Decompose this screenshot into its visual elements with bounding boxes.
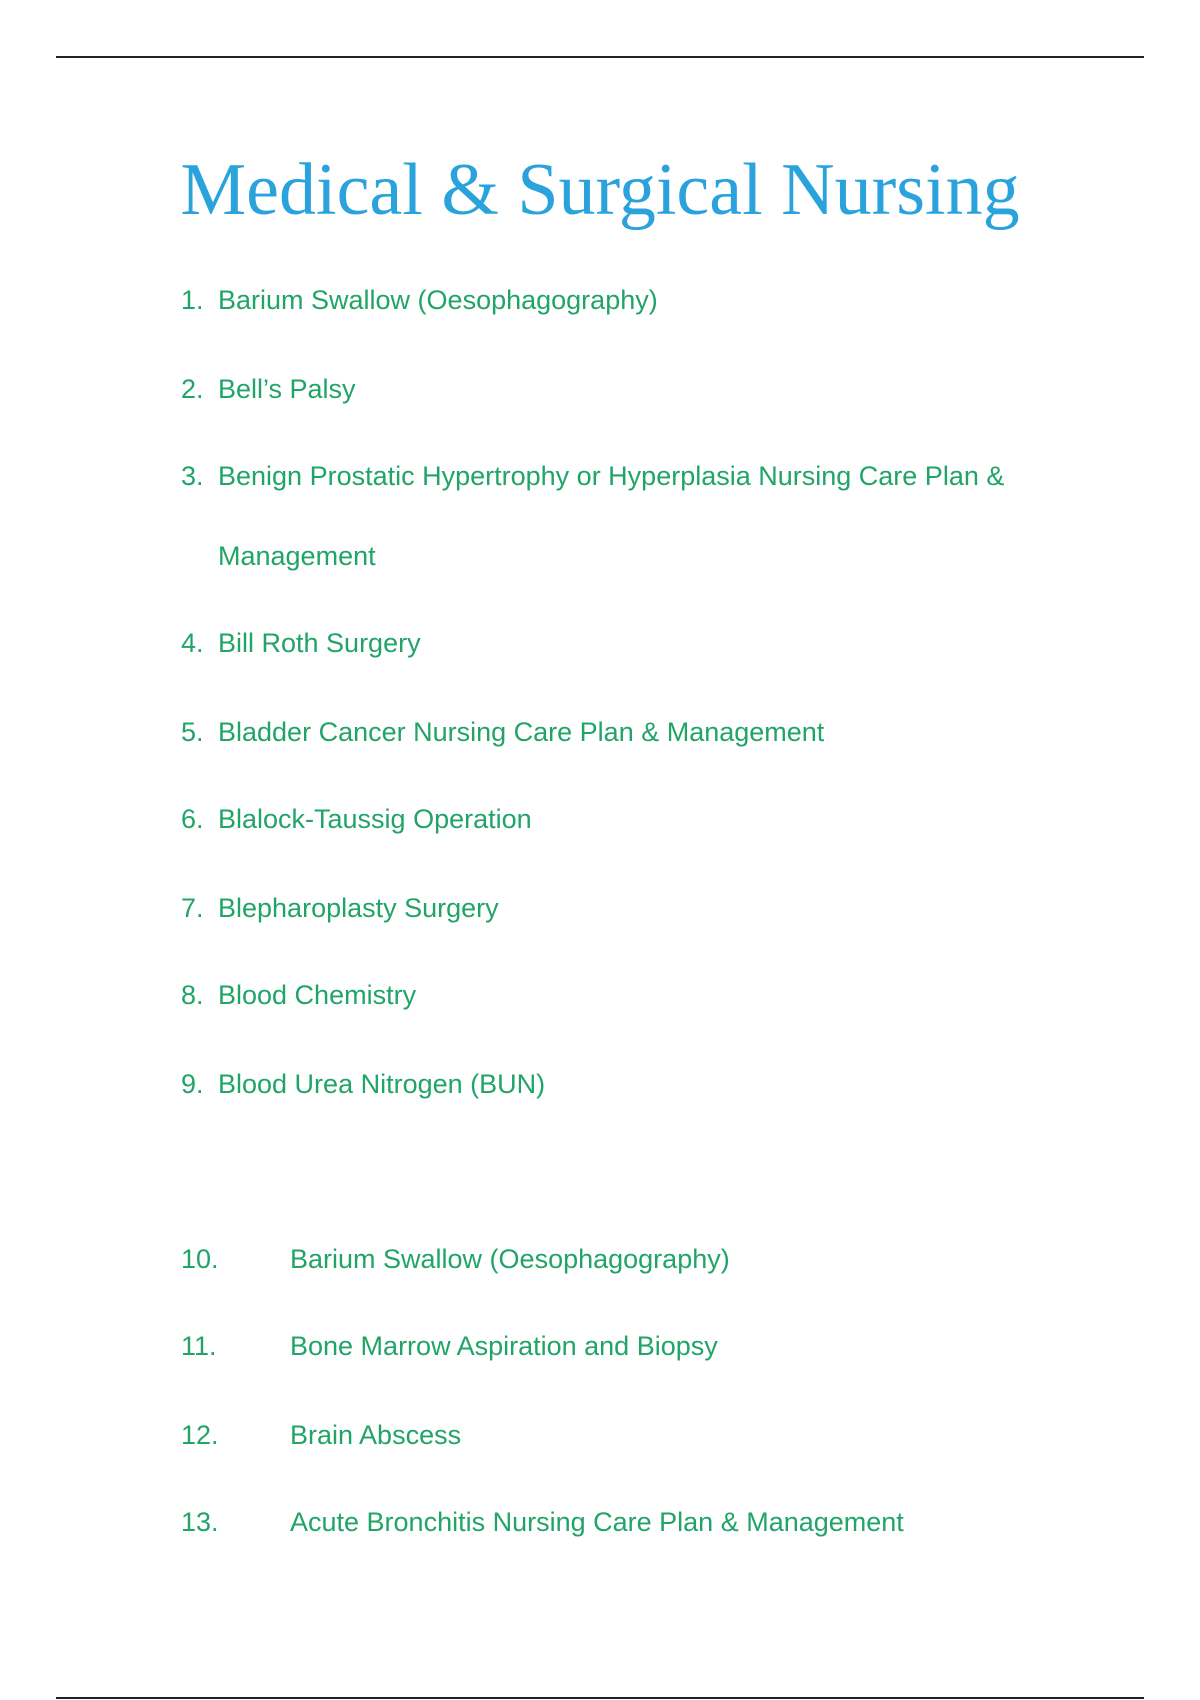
- item-number: 13.: [181, 1507, 219, 1537]
- item-text: Brain Abscess: [290, 1420, 462, 1450]
- item-text: Barium Swallow (Oesophagography): [218, 285, 658, 315]
- item-text: Acute Bronchitis Nursing Care Plan & Management: [290, 1507, 904, 1537]
- item-number: 1.: [181, 285, 204, 315]
- item-text: Barium Swallow (Oesophagography): [290, 1244, 730, 1274]
- item-text: Blepharoplasty Surgery: [218, 893, 499, 923]
- item-number: 7.: [181, 893, 204, 923]
- item-number: 12.: [181, 1420, 219, 1450]
- item-number: 10.: [181, 1244, 219, 1274]
- item-text-continuation: Management: [218, 541, 376, 571]
- bottom-rule: [56, 1697, 1144, 1699]
- document-title: Medical & Surgical Nursing: [180, 149, 1020, 231]
- item-number: 2.: [181, 374, 204, 404]
- item-number: 6.: [181, 804, 204, 834]
- item-number: 4.: [181, 628, 204, 658]
- item-text: Bell’s Palsy: [218, 374, 356, 404]
- item-text: Bill Roth Surgery: [218, 628, 421, 658]
- item-number: 11.: [181, 1331, 217, 1361]
- item-number: 5.: [181, 717, 204, 747]
- item-text: Blood Urea Nitrogen (BUN): [218, 1069, 546, 1099]
- item-text: Blood Chemistry: [218, 980, 417, 1010]
- item-number: 8.: [181, 980, 204, 1010]
- item-text: Bone Marrow Aspiration and Biopsy: [290, 1331, 718, 1361]
- item-number: 3.: [181, 461, 204, 491]
- item-text: Bladder Cancer Nursing Care Plan & Management: [218, 717, 825, 747]
- item-number: 9.: [181, 1069, 204, 1099]
- item-text: Benign Prostatic Hypertrophy or Hyperplasia Nursing Care Plan &: [218, 461, 1005, 491]
- item-text: Blalock-Taussig Operation: [218, 804, 532, 834]
- top-rule: [56, 56, 1144, 58]
